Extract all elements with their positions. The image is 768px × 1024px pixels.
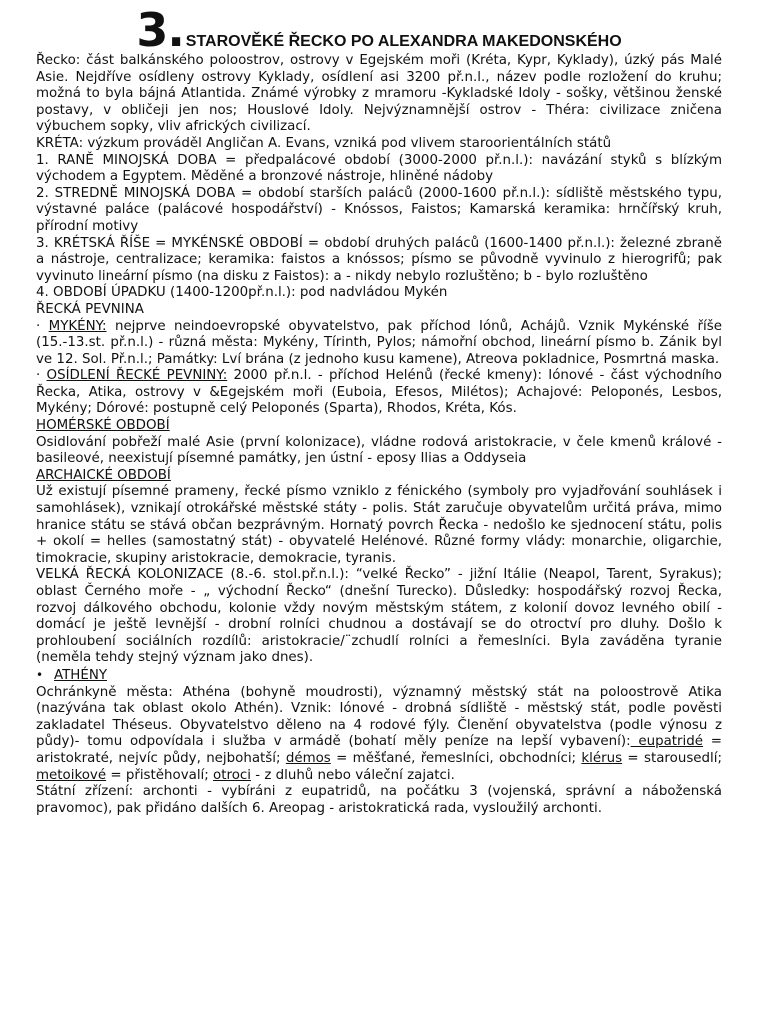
athena-heading: ATHÉNY (54, 667, 108, 683)
term-demos: démos (285, 750, 331, 766)
chapter-title: STAROVĚKÉ ŘECKO PO ALEXANDRA MAKEDONSKÉHO (185, 33, 622, 50)
osidleni-paragraph (36, 368, 722, 418)
period-paragraph: 2. STREDNĚ MINOJSKÁ DOBA = období starších paláců (2000-1600 př.n.l.): sídliště městského typu, výstavné paláce (palácové hospodářství) - Knóssos, Faistos; Kamarská keramika: hrnčířský kruh, přírodní motivy (36, 185, 722, 234)
kreta-paragraph: KRÉTA: výzkum prováděl Angličan A. Evans, vzniká pod vlivem staroorientálních států (36, 135, 612, 151)
zrizeni-paragraph: Státní zřízení: archonti - vybíráni z eupatridů, na počátku 3 (vojenská, správní a náboženská pravomoc), pak přidáno dalších 6. Areopag - aristokratická rada, vysloužilý archonti. (36, 784, 722, 816)
term-metoikove: metoikové (36, 767, 107, 783)
athena-paragraph (36, 685, 722, 785)
term-kleros: klérus (581, 750, 623, 766)
mykeny-paragraph (36, 319, 722, 369)
athena-text-4: = starousedlí; (622, 750, 722, 766)
bullet-dot: · (36, 368, 47, 384)
term-otroci: otroci (213, 767, 251, 783)
intro-paragraph: Řecko: část balkánského poloostrov, ostrovy v Egejském moři (Kréta, Kypr, Kyklady), úzký pás Malé Asie. Nejdříve osídleny ostrovy Kyklady, osídlení asi 3200 př.n.l., název podle rozložení do kruhu; možná to byla bájná Atlantida. Známé výrobky z mramoru -Kykladské Idoly - sošky, většinou ženské postavy, v obličeji jen nos; Houslové Idoly. Nejvýznamnější ostrov - Théra: civilizace zničena výbuchem sopky, vliv afrických civilizací. (36, 53, 722, 135)
athena-text-2: = aristokraté, nejvíc půdy, nejbohatší; (36, 734, 723, 766)
section-heading-homerske: HOMÉRSKÉ OBDOBÍ (36, 418, 170, 434)
section-heading-athena (36, 667, 722, 685)
archaicke-paragraph: Už existují písemné prameny, řecké písmo vzniklo z fénického (symboly pro vyjadřování souhlásek i samohlásek), vznikají otrokářské městské státy - polis. Stát zaručuje obyvatelům určitá práva, mimo hranice státu se stává občan bezprávným. Hornatý povrch Řecka - nedošlo ke sjednocení státu, polis + okolí = helles (samostatný stát) - obyvatelé Helénové. Různé formy vlády: monarchie, oligarchie, timokracie, skupiny aristokracie, demokracie, tyranis. (36, 484, 722, 566)
bullet-dot: · (36, 318, 49, 334)
kolonizace-paragraph: VELKÁ ŘECKÁ KOLONIZACE (8.-6. stol.př.n.l.): “velké Řecko” - jižní Itálie (Neapol, Tarent, Syrakus); oblast Černého moře - „ východní Řecko“ (dnešní Turecko). Důsledky: hospodářský rozvoj Řecka, rozvoj dálkového obchodu, kolonie vždy novým městským státem, z kolonií dovoz levného obilí - domácí je ještě levnější - drobní rolníci chudnou a dostávají se do otroctví pro dluhy. Došlo k prohloubení sociálních rozdílů: aristokracie/¨zchudlí rolníci a řemeslníci. Byla zaváděna tyranie (neměla tehdy stejný význam jako dnes). (36, 567, 722, 666)
homerske-paragraph: Osidlování pobřeží malé Asie (první kolonizace), vládne rodová aristokracie, v čele kmenů králové - basileové, neexistují písemné památky, jen ústní - eposy Ilias a Oddyseia (36, 434, 722, 467)
mykeny-label: MYKÉNY: (48, 318, 107, 334)
term-eupatride: eupatridé (630, 734, 704, 750)
athena-text-5: = přistěhovalí; (106, 767, 214, 783)
osidleni-label: OSÍDLENÍ ŘECKÉ PEVNINY: (46, 368, 228, 384)
osidleni-text: 2000 př.n.l. - příchod Helénů (řecké kmeny): Iónové - část východního Řecka, Atika, ostrovy v &Egejském moři (Euboia, Efesos, Milétos); Achajové: Peloponés, Lesbos, Mykény; Dórové: postupně celý Peloponés (Sparta), Rhodos, Kréta, Kós. (36, 368, 722, 417)
athena-text-1: Ochránkyně města: Athéna (bohyně moudrosti), významný městský stát na poloostrově Atika (nazývána tak oblast okolo Athén). Vznik: Iónové - drobná sídliště - městský stát, podle pověsti zakladatel Théseus. Obyvatelstvo děleno na 4 rodové fýly. Členění obyvatelstva (podle výnosu z půdy)- tomu odpovídala i služba v armádě (bohatí měly peníze na lepší vybavení): (36, 684, 722, 750)
period-paragraph: 3. KRÉTSKÁ ŘÍŠE = MYKÉNSKÉ OBDOBÍ = období druhých paláců (1600-1400 př.n.l.): železné zbraně a nástroje, centralizace; keramika: faistos a knóssos; písmo se původně vyvinulo z hierogrifů; pak vyvinuto lineární písmo (na disku z Faistos): a - nikdy nebylo rozluštěno; b - bylo rozluštěno (36, 235, 722, 284)
mykeny-text: nejprve neindoevropské obyvatelstvo, pak příchod Iónů, Achájů. Vznik Mykénské říše (15.-13.st. př.n.l.) - různá města: Mykény, Tírinth, Pylos; námořní obchod, lineární písmo b. Zánik byl ve 12. Sol. Př.n.l.; Památky: Lví brána (z jednoho kusu kamene), Atreova pokladnice, Posmrtná maska. (36, 318, 722, 367)
section-heading-archaicke: ARCHAICKÉ OBDOBÍ (36, 467, 171, 483)
period-paragraph: 4. OBDOBÍ ÚPADKU (1400-1200př.n.l.): pod nadvládou Mykén (36, 285, 448, 301)
document-page (36, 3, 723, 817)
athena-text-6: - z dluhů nebo váleční zajatci. (250, 767, 455, 783)
chapter-number: 3. (136, 3, 184, 57)
section-heading-pevnina: ŘECKÁ PEVNINA (36, 301, 144, 317)
bullet-icon: • (36, 667, 44, 682)
athena-text-3: = měšťané, řemeslníci, obchodníci; (330, 750, 582, 766)
period-paragraph: 1. RANĚ MINOJSKÁ DOBA = předpalácové období (3000-2000 př.n.l.): navázání styků s blízkým východem a Egyptem. Měděné a bronzové nástroje, hliněné nádoby (36, 152, 722, 185)
page-title (36, 3, 722, 57)
